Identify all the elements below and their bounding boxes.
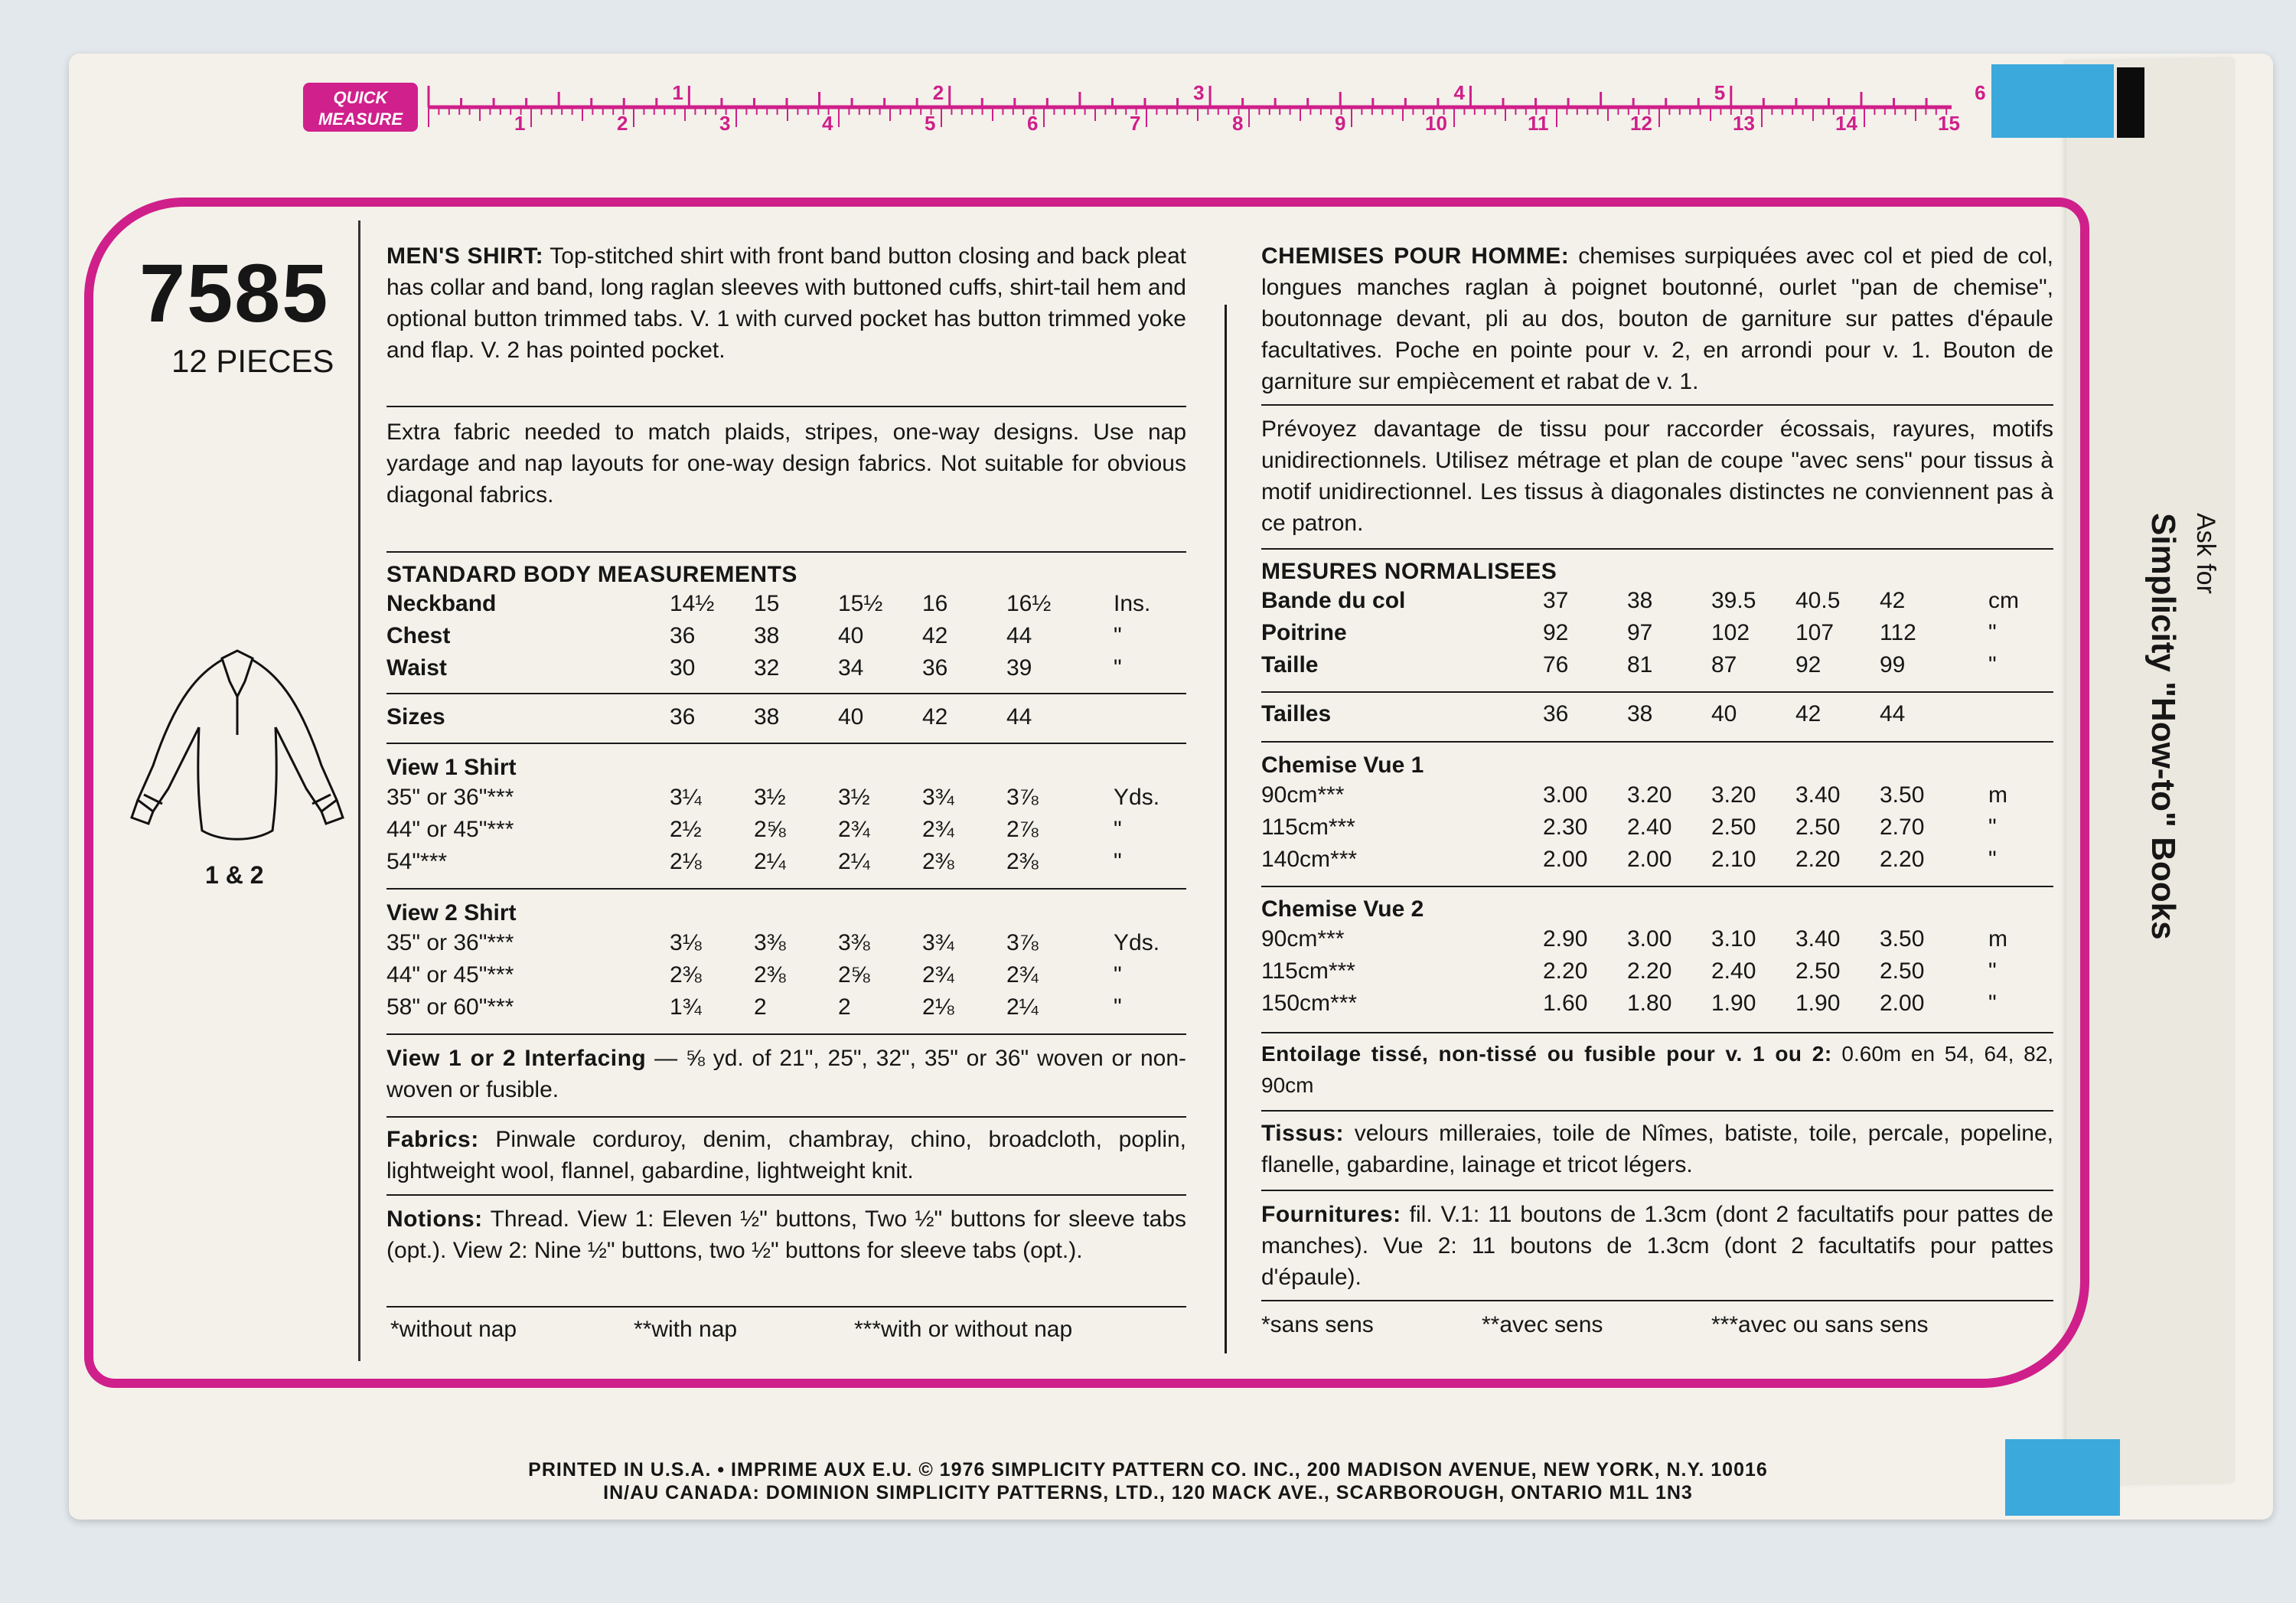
en-view2-unit: " bbox=[1114, 962, 1122, 988]
blue-tab-top bbox=[1991, 64, 2114, 138]
en-measurement-value: 15 bbox=[754, 591, 780, 616]
en-view1-value: 2¾ bbox=[922, 817, 954, 842]
en-rule-3 bbox=[386, 693, 1186, 694]
fr-description bbox=[1261, 240, 2053, 397]
en-view2-row bbox=[386, 962, 1186, 993]
en-view1-value: 3⅞ bbox=[1006, 785, 1039, 810]
fr-view2-row bbox=[1261, 926, 2053, 957]
en-view1-value: 2¾ bbox=[838, 817, 870, 842]
fr-measurements-title: MESURES NORMALISEES bbox=[1261, 559, 1557, 584]
ruler-cm-label: 10 bbox=[1425, 112, 1447, 135]
en-size-value: 38 bbox=[754, 704, 780, 730]
en-view2-value: 2⅜ bbox=[670, 962, 702, 988]
en-size-value: 42 bbox=[922, 704, 948, 730]
en-rule-1 bbox=[386, 406, 1186, 407]
fr-notions-title: Fournitures: bbox=[1261, 1202, 1401, 1227]
en-view1-title: View 1 Shirt bbox=[386, 755, 517, 780]
en-view2-value: 3⅜ bbox=[754, 930, 786, 955]
fr-measurement-value: 76 bbox=[1543, 652, 1569, 677]
fr-view2-value: 3.50 bbox=[1880, 926, 1925, 952]
fr-view1-row bbox=[1261, 847, 2053, 877]
fr-view2-value: 3.40 bbox=[1795, 926, 1841, 952]
en-fabrics-title: Fabrics: bbox=[386, 1127, 479, 1152]
ruler-cm-label: 6 bbox=[1027, 112, 1039, 135]
en-view2-value: 2⅛ bbox=[922, 994, 954, 1020]
en-view2-title: View 2 Shirt bbox=[386, 900, 517, 926]
en-measurement-value: 15½ bbox=[838, 591, 883, 616]
fr-view1-value: 2.00 bbox=[1627, 847, 1672, 872]
ruler-cm-label: 15 bbox=[1938, 112, 1960, 135]
en-measurement-value: 38 bbox=[754, 623, 780, 648]
en-view1-value: 2¼ bbox=[838, 849, 870, 874]
en-view1-unit: Yds. bbox=[1114, 785, 1160, 810]
fr-view2-value: 1.80 bbox=[1627, 991, 1672, 1016]
en-rule-7 bbox=[386, 1116, 1186, 1118]
en-measurement-unit: " bbox=[1114, 655, 1122, 681]
en-fabrics-text: Pinwale corduroy, denim, chambray, chino, broadcloth, poplin, lightweight wool, flannel, gabardine, lightweight knit. bbox=[386, 1127, 1187, 1183]
fr-view2-value: 1.90 bbox=[1795, 991, 1841, 1016]
fr-view2-value: 3.10 bbox=[1711, 926, 1756, 952]
fr-measurement-value: 40.5 bbox=[1795, 588, 1841, 613]
fr-view1-value: 2.50 bbox=[1795, 815, 1841, 840]
en-view2-unit: " bbox=[1114, 994, 1122, 1020]
fr-measurement-unit: " bbox=[1988, 652, 1997, 677]
en-rule-4 bbox=[386, 743, 1186, 744]
fr-measurement-value: 92 bbox=[1543, 620, 1569, 645]
fr-measurement-value: 99 bbox=[1880, 652, 1906, 677]
en-measurement-row bbox=[386, 655, 1186, 686]
en-view1-value: 2½ bbox=[670, 817, 702, 842]
views-label: 1 & 2 bbox=[205, 861, 264, 889]
piece-count: 12 PIECES bbox=[171, 343, 334, 379]
footer-line-1: PRINTED IN U.S.A. • IMPRIME AUX E.U. © 1976 SIMPLICITY PATTERN CO. INC., 200 MADISON AVENUE, NEW YORK, N.Y. 10016 bbox=[528, 1459, 1768, 1481]
pattern-number: 7585 bbox=[139, 246, 330, 339]
en-view2-value: 1¾ bbox=[670, 994, 702, 1020]
center-divider bbox=[1225, 305, 1227, 1353]
fr-view2-value: 2.40 bbox=[1711, 958, 1756, 984]
fr-view2-row bbox=[1261, 991, 2053, 1021]
fr-view2-value: 2.90 bbox=[1543, 926, 1588, 952]
fr-rule-7 bbox=[1261, 1110, 2053, 1112]
fr-view2-label: 115cm*** bbox=[1261, 958, 1355, 984]
fr-size-value: 38 bbox=[1627, 701, 1653, 726]
en-interfacing-text: — ⅝ yd. of 21", 25", 32", 35" or 36" woven or non-woven or fusible. bbox=[386, 1046, 1186, 1102]
fr-view2-value: 2.20 bbox=[1627, 958, 1672, 984]
fr-measurement-unit: " bbox=[1988, 620, 1997, 645]
fr-rule-6 bbox=[1261, 1032, 2053, 1033]
en-view1-unit: " bbox=[1114, 817, 1122, 842]
en-view1-value: 2⅜ bbox=[1006, 849, 1039, 874]
fr-view1-value: 2.70 bbox=[1880, 815, 1925, 840]
fr-size-label: Tailles bbox=[1261, 701, 1332, 726]
en-view1-value: 2¼ bbox=[754, 849, 786, 874]
fr-view1-value: 3.00 bbox=[1543, 782, 1588, 808]
fr-measurement-row bbox=[1261, 620, 2053, 651]
en-measurement-label: Waist bbox=[386, 655, 447, 681]
en-view2-row bbox=[386, 994, 1186, 1025]
fr-view2-unit: " bbox=[1988, 991, 1997, 1016]
fr-view1-row bbox=[1261, 782, 2053, 813]
fr-view2-label: 90cm*** bbox=[1261, 926, 1345, 952]
ruler-cm-label: 9 bbox=[1335, 112, 1346, 135]
quick-measure-ruler bbox=[429, 77, 1986, 138]
en-legend-2: **with nap bbox=[634, 1317, 738, 1342]
fr-view2-value: 1.90 bbox=[1711, 991, 1756, 1016]
fr-measurement-value: 42 bbox=[1880, 588, 1906, 613]
fr-view2-value: 1.60 bbox=[1543, 991, 1588, 1016]
en-view1-unit: " bbox=[1114, 849, 1122, 874]
en-view1-value: 2⅞ bbox=[1006, 817, 1039, 842]
en-view2-value: 2 bbox=[754, 994, 767, 1020]
en-view1-value: 2⅜ bbox=[922, 849, 954, 874]
left-divider bbox=[358, 220, 360, 1361]
en-measurement-row bbox=[386, 623, 1186, 654]
fr-rule-2 bbox=[1261, 548, 2053, 550]
ruler-cm-label: 14 bbox=[1835, 112, 1857, 135]
fr-measurement-value: 38 bbox=[1627, 588, 1653, 613]
ruler-cm-label: 3 bbox=[719, 112, 731, 135]
en-interfacing-title: View 1 or 2 Interfacing bbox=[386, 1046, 647, 1071]
en-measurement-value: 32 bbox=[754, 655, 780, 681]
ruler-inch-label: 5 bbox=[1714, 81, 1726, 104]
fr-rule-1 bbox=[1261, 404, 2053, 406]
en-view2-value: 3¾ bbox=[922, 930, 954, 955]
en-size-label: Sizes bbox=[386, 704, 445, 730]
fr-view2-row bbox=[1261, 958, 2053, 989]
ruler-cm-label: 13 bbox=[1733, 112, 1755, 135]
fr-view1-value: 2.30 bbox=[1543, 815, 1588, 840]
en-measurement-value: 34 bbox=[838, 655, 864, 681]
en-notions-text: Thread. View 1: Eleven ½" buttons, Two ½" buttons for sleeve tabs (opt.). View 2: Nine ½" buttons, two ½" buttons for sleeve tabs (opt.). bbox=[386, 1206, 1187, 1263]
en-rule-6 bbox=[386, 1033, 1186, 1035]
fr-legend-1: *sans sens bbox=[1261, 1312, 1374, 1337]
en-notions-title: Notions: bbox=[386, 1206, 483, 1232]
fr-description-text: chemises surpiquées avec col et pied de col, longues manches raglan à poignet boutonné, ourlet "pan de chemise", boutonnage devant, pli au dos, bouton de garniture sur pattes d'épaule facultatives. Poche en pointe pour v. 2, en arrondi pour v. 1. Bouton de garniture sur empiècement et rabat de v. 1. bbox=[1261, 243, 2053, 394]
en-view1-row bbox=[386, 817, 1186, 847]
fr-measurement-row bbox=[1261, 588, 2053, 619]
ruler-inch-label: 4 bbox=[1453, 81, 1465, 104]
fr-view2-unit: " bbox=[1988, 958, 1997, 984]
fr-view2-value: 2.20 bbox=[1543, 958, 1588, 984]
footer-line-2: IN/AU CANADA: DOMINION SIMPLICITY PATTERNS, LTD., 120 MACK AVE., SCARBOROUGH, ONTARIO M1L 1N3 bbox=[603, 1482, 1693, 1503]
fr-view1-value: 3.20 bbox=[1627, 782, 1672, 808]
fr-view2-label: 150cm*** bbox=[1261, 991, 1358, 1016]
ruler-cm-label: 8 bbox=[1232, 112, 1244, 135]
fr-view1-title: Chemise Vue 1 bbox=[1261, 753, 1424, 778]
fr-measurement-row bbox=[1261, 652, 2053, 683]
en-view2-label: 35" or 36"*** bbox=[386, 930, 514, 955]
en-description bbox=[386, 240, 1186, 366]
fr-interfacing-title: Entoilage tissé, non-tissé ou fusible pour v. 1 ou 2: bbox=[1261, 1042, 1832, 1066]
fr-legend-2: **avec sens bbox=[1482, 1312, 1603, 1337]
en-measurements-title: STANDARD BODY MEASUREMENTS bbox=[386, 562, 797, 587]
fr-view1-label: 140cm*** bbox=[1261, 847, 1358, 872]
fr-view1-row bbox=[1261, 815, 2053, 845]
fr-view2-value: 3.00 bbox=[1627, 926, 1672, 952]
en-view1-row bbox=[386, 849, 1186, 880]
fr-fabrics-title: Tissus: bbox=[1261, 1121, 1344, 1146]
en-view2-value: 2¾ bbox=[1006, 962, 1039, 988]
fr-view1-value: 2.50 bbox=[1711, 815, 1756, 840]
fr-view1-value: 3.50 bbox=[1880, 782, 1925, 808]
quick-measure-label bbox=[303, 83, 418, 132]
fr-fabric-note: Prévoyez davantage de tissu pour raccorder écossais, rayures, motifs unidirectionnels. Utilisez métrage et plan de coupe "avec sens" pour tissus à motif unidirectionnel. Les tissus à diagonales distinctes ne conviennent pas à ce patron. bbox=[1261, 416, 2053, 536]
en-measurement-value: 16½ bbox=[1006, 591, 1052, 616]
en-view1-value: 2⅛ bbox=[670, 849, 702, 874]
ruler-inch-label: 3 bbox=[1193, 81, 1205, 104]
fr-measurement-value: 87 bbox=[1711, 652, 1737, 677]
fr-fabrics bbox=[1261, 1118, 2053, 1180]
en-description-text: Top-stitched shirt with front band button closing and back pleat has collar and band, long raglan sleeves with buttoned cuffs, shirt-tail hem and optional button trimmed tabs. V. 1 with curved pocket has button trimmed yoke and flap. V. 2 has pointed pocket. bbox=[386, 243, 1187, 363]
en-fabric-note: Extra fabric needed to match plaids, stripes, one-way designs. Use nap yardage and nap layouts for one-way design fabrics. Not suitable for obvious diagonal fabrics. bbox=[386, 420, 1186, 508]
en-measurement-value: 30 bbox=[670, 655, 696, 681]
en-measurement-unit: " bbox=[1114, 623, 1122, 648]
fr-size-value: 44 bbox=[1880, 701, 1906, 726]
en-measurement-value: 36 bbox=[922, 655, 948, 681]
fr-view2-unit: m bbox=[1988, 926, 2007, 952]
en-view1-label: 54"*** bbox=[386, 849, 448, 874]
fr-measurement-value: 102 bbox=[1711, 620, 1750, 645]
flap-line-2: Simplicity "How-to" Books bbox=[2144, 513, 2182, 940]
en-view1-label: 44" or 45"*** bbox=[386, 817, 514, 842]
ruler-cm-label: 1 bbox=[514, 112, 526, 135]
en-measurement-value: 16 bbox=[922, 591, 948, 616]
fr-measurement-value: 39.5 bbox=[1711, 588, 1756, 613]
en-size-row bbox=[386, 704, 1186, 735]
ruler-cm-label: 2 bbox=[617, 112, 628, 135]
en-view2-value: 2⅝ bbox=[838, 962, 870, 988]
flap-promo bbox=[2120, 513, 2242, 1003]
fr-interfacing bbox=[1261, 1038, 2053, 1101]
en-size-value: 36 bbox=[670, 704, 696, 730]
en-view2-unit: Yds. bbox=[1114, 930, 1160, 955]
fr-view1-unit: m bbox=[1988, 782, 2007, 808]
en-view1-row bbox=[386, 785, 1186, 815]
en-view1-value: 3¼ bbox=[670, 785, 702, 810]
fr-view1-value: 3.40 bbox=[1795, 782, 1841, 808]
en-view2-value: 3⅜ bbox=[838, 930, 870, 955]
fr-rule-3 bbox=[1261, 691, 2053, 693]
en-measurement-value: 40 bbox=[838, 623, 864, 648]
flap-line-1: Ask for bbox=[2191, 513, 2220, 594]
fr-measurement-unit: cm bbox=[1988, 588, 2019, 613]
fr-measurement-value: 81 bbox=[1627, 652, 1653, 677]
en-rule-8 bbox=[386, 1194, 1186, 1196]
ruler-cm-label: 4 bbox=[822, 112, 833, 135]
en-fabrics bbox=[386, 1124, 1186, 1187]
en-size-value: 40 bbox=[838, 704, 864, 730]
fr-measurement-label: Poitrine bbox=[1261, 620, 1347, 645]
fr-size-value: 42 bbox=[1795, 701, 1821, 726]
en-legend-1: *without nap bbox=[390, 1317, 517, 1342]
fr-view1-unit: " bbox=[1988, 847, 1997, 872]
en-measurement-row bbox=[386, 591, 1186, 622]
quick-measure-line-1: QUICK bbox=[333, 88, 388, 107]
en-view1-label: 35" or 36"*** bbox=[386, 785, 514, 810]
en-measurement-value: 14½ bbox=[670, 591, 715, 616]
en-view2-value: 3⅞ bbox=[1006, 930, 1039, 955]
fr-view1-label: 115cm*** bbox=[1261, 815, 1355, 840]
en-view2-value: 2¼ bbox=[1006, 994, 1039, 1020]
fr-rule-5 bbox=[1261, 886, 2053, 887]
en-notions bbox=[386, 1203, 1186, 1266]
ruler-cm-label: 12 bbox=[1630, 112, 1652, 135]
fr-notions bbox=[1261, 1199, 2053, 1293]
en-view2-label: 44" or 45"*** bbox=[386, 962, 514, 988]
fr-view2-value: 2.50 bbox=[1795, 958, 1841, 984]
fr-size-row bbox=[1261, 701, 2053, 732]
fr-view1-value: 2.40 bbox=[1627, 815, 1672, 840]
black-strip-top bbox=[2117, 67, 2144, 138]
fr-rule-9 bbox=[1261, 1300, 2053, 1301]
fr-measurement-value: 112 bbox=[1880, 620, 1916, 645]
ruler-cm-label: 5 bbox=[925, 112, 936, 135]
en-view1-value: 3½ bbox=[838, 785, 870, 810]
en-legend-3: ***with or without nap bbox=[854, 1317, 1073, 1342]
en-view1-value: 3¾ bbox=[922, 785, 954, 810]
en-view2-value: 3⅛ bbox=[670, 930, 702, 955]
ruler-cm-label: 7 bbox=[1130, 112, 1141, 135]
fr-view1-value: 2.20 bbox=[1880, 847, 1925, 872]
fr-measurement-value: 37 bbox=[1543, 588, 1569, 613]
fr-description-title: CHEMISES POUR HOMME: bbox=[1261, 243, 1570, 269]
fr-measurement-value: 97 bbox=[1627, 620, 1653, 645]
en-view1-value: 3½ bbox=[754, 785, 786, 810]
fr-view1-label: 90cm*** bbox=[1261, 782, 1345, 808]
en-measurement-value: 39 bbox=[1006, 655, 1032, 681]
en-interfacing bbox=[386, 1043, 1186, 1105]
fr-size-value: 36 bbox=[1543, 701, 1569, 726]
fr-interfacing-text: 0.60m en 54, 64, 82, 90cm bbox=[1261, 1042, 2054, 1097]
fr-view1-unit: " bbox=[1988, 815, 1997, 840]
fr-measurement-value: 107 bbox=[1795, 620, 1835, 645]
fr-fabrics-text: velours milleraies, toile de Nîmes, batiste, toile, percale, popeline, flanelle, gabardine, lainage et tricot légers. bbox=[1261, 1121, 2053, 1177]
en-rule-9 bbox=[386, 1306, 1186, 1308]
en-rule-2 bbox=[386, 551, 1186, 553]
fr-measurement-label: Taille bbox=[1261, 652, 1319, 677]
ruler-inch-label: 6 bbox=[1975, 81, 1986, 104]
fr-measurement-value: 92 bbox=[1795, 652, 1821, 677]
en-measurement-label: Chest bbox=[386, 623, 451, 648]
en-measurement-label: Neckband bbox=[386, 591, 497, 616]
en-view2-value: 2⅜ bbox=[754, 962, 786, 988]
en-view1-value: 2⅝ bbox=[754, 817, 786, 842]
fr-view1-value: 2.10 bbox=[1711, 847, 1756, 872]
fr-view2-value: 2.50 bbox=[1880, 958, 1925, 984]
fr-notions-text: fil. V.1: 11 boutons de 1.3cm (dont 2 facultatifs pour pattes de manches). Vue 2: 11 boutons de 1.3cm (dont 2 facultatifs pour pattes d'épaule). bbox=[1261, 1202, 2054, 1290]
shirt-illustration bbox=[122, 651, 352, 850]
en-measurement-value: 36 bbox=[670, 623, 696, 648]
en-description-title: MEN'S SHIRT: bbox=[386, 243, 544, 269]
ruler-inch-label: 1 bbox=[672, 81, 683, 104]
en-measurement-value: 44 bbox=[1006, 623, 1032, 648]
en-measurement-unit: Ins. bbox=[1114, 591, 1151, 616]
en-measurement-value: 42 bbox=[922, 623, 948, 648]
fr-view2-title: Chemise Vue 2 bbox=[1261, 896, 1424, 922]
fr-legend-3: ***avec ou sans sens bbox=[1711, 1312, 1929, 1337]
quick-measure-line-2: MEASURE bbox=[318, 109, 403, 129]
en-view2-value: 2 bbox=[838, 994, 851, 1020]
en-size-value: 44 bbox=[1006, 704, 1032, 730]
ruler-cm-label: 11 bbox=[1528, 112, 1549, 135]
en-view2-value: 2¾ bbox=[922, 962, 954, 988]
ruler-inch-label: 2 bbox=[932, 81, 944, 104]
fr-view2-value: 2.00 bbox=[1880, 991, 1925, 1016]
fr-view1-value: 2.00 bbox=[1543, 847, 1588, 872]
fr-rule-8 bbox=[1261, 1190, 2053, 1191]
fr-measurement-label: Bande du col bbox=[1261, 588, 1406, 613]
fr-size-value: 40 bbox=[1711, 701, 1737, 726]
fr-view1-value: 2.20 bbox=[1795, 847, 1841, 872]
fr-rule-4 bbox=[1261, 741, 2053, 743]
fr-view1-value: 3.20 bbox=[1711, 782, 1756, 808]
en-view2-row bbox=[386, 930, 1186, 961]
en-rule-5 bbox=[386, 888, 1186, 890]
en-view2-label: 58" or 60"*** bbox=[386, 994, 514, 1020]
